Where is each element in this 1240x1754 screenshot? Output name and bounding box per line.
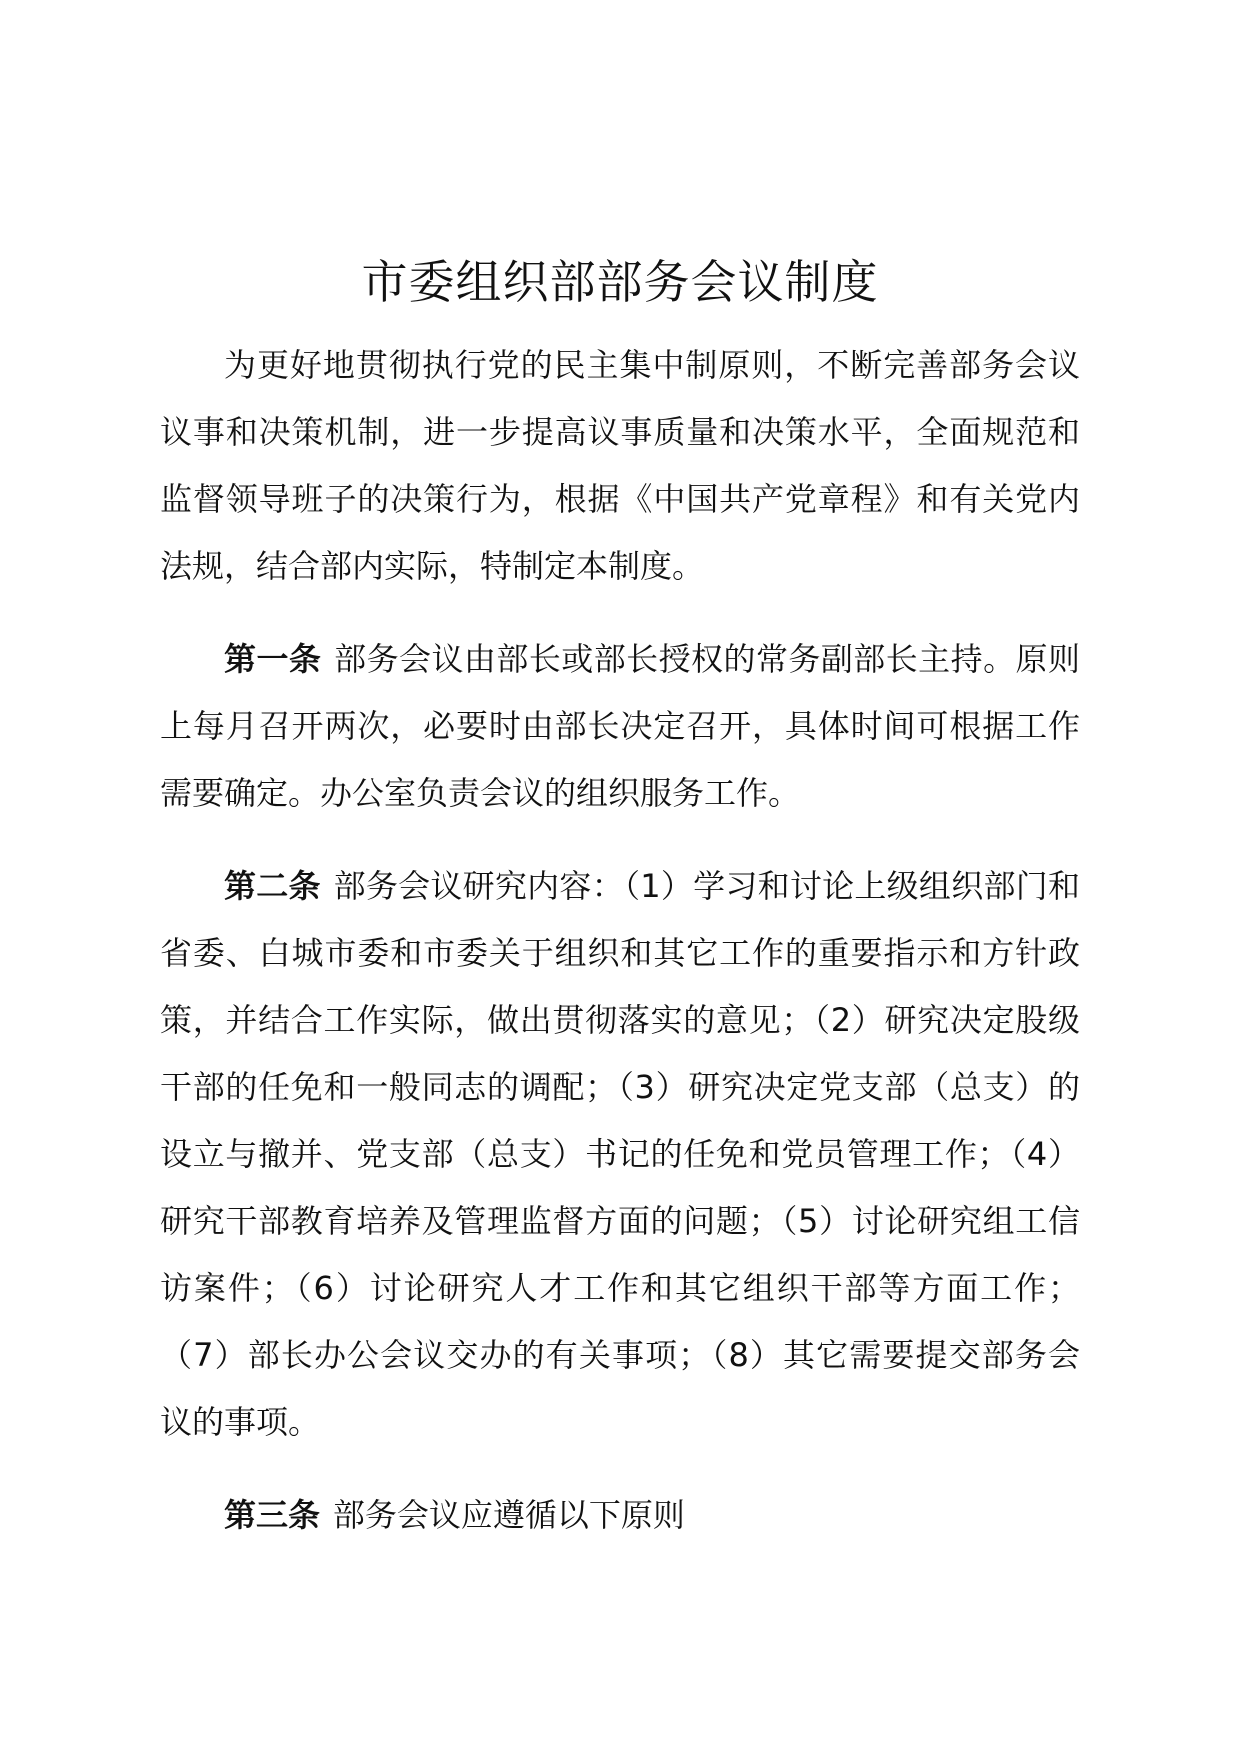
article-2-label: 第二条 <box>224 867 321 905</box>
article-2 <box>160 853 1080 1456</box>
article-1-label: 第一条 <box>224 640 322 678</box>
article-3 <box>160 1482 1080 1549</box>
intro-paragraph: 为更好地贯彻执行党的民主集中制原则，不断完善部务会议议事和决策机制，进一步提高议事质量和决策水平，全面规范和监督领导班子的决策行为，根据《中国共产党章程》和有关党内法规，结合部内实际，特制定本制度。 <box>160 346 1080 585</box>
article-2-text: 部务会议研究内容：（1）学习和讨论上级组织部门和省委、白城市委和市委关于组织和其它工作的重要指示和方针政策，并结合工作实际，做出贯彻落实的意见；（2）研究决定股级干部的任免和一般同志的调配；（3）研究决定党支部（总支）的设立与撤并、党支部（总支）书记的任免和党员管理工作；（4）研究干部教育培养及管理监督方面的问题；（5）讨论研究组工信访案件；（6）讨论研究人才工作和其它组织干部等方面工作；（7）部长办公会议交办的有关事项；（8）其它需要提交部务会议的事项。 <box>160 867 1080 1441</box>
document-page <box>160 250 1080 1549</box>
document-title: 市委组织部部务会议制度 <box>361 255 879 309</box>
article-3-text: 部务会议应遵循以下原则 <box>332 1496 685 1534</box>
article-1 <box>160 626 1080 827</box>
article-1-text: 部务会议由部长或部长授权的常务副部长主持。原则上每月召开两次，必要时由部长决定召开，具体时间可根据工作需要确定。办公室负责会议的组织服务工作。 <box>160 640 1080 812</box>
article-3-label: 第三条 <box>224 1496 321 1534</box>
